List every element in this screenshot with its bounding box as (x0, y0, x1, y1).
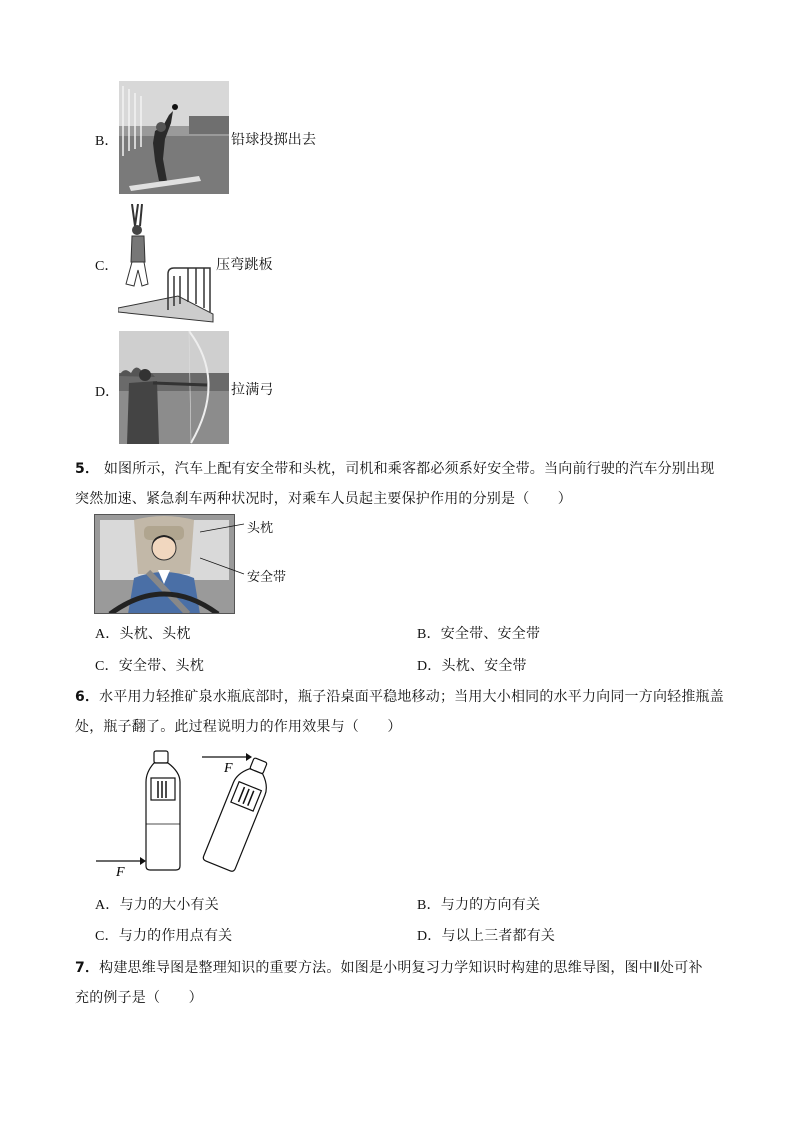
q6-option-d-letter: D． (417, 929, 442, 944)
q5-option-a (95, 623, 191, 643)
q6-option-d-text: 与以上三者都有关 (441, 928, 556, 944)
q5-option-b-text: 安全带、安全带 (440, 626, 541, 642)
option-b-letter: B． (95, 134, 119, 149)
q6-line1 (75, 686, 724, 706)
q5-option-a-letter: A． (95, 627, 120, 642)
q6-number: 6． (75, 689, 100, 705)
q7-number: 7． (75, 960, 100, 976)
diving-board-illustration (118, 204, 214, 324)
q7-text-line1: 构建思维导图是整理知识的重要方法。如图是小明复习力学知识时构建的思维导图，图中Ⅱ处可补 (99, 960, 703, 976)
q6-option-b-text: 与力的方向有关 (440, 897, 541, 913)
q6-option-b-letter: B． (417, 898, 441, 913)
q6-option-a-text: 与力的大小有关 (119, 897, 219, 913)
q5-option-b (417, 623, 540, 643)
headrest-label: 头枕 (247, 521, 274, 536)
q5-option-c (95, 655, 204, 675)
q6-option-a-letter: A． (95, 898, 120, 913)
tilted-bottle (202, 754, 276, 872)
car-callout-lines (200, 518, 246, 580)
q6-option-c-text: 与力的作用点有关 (118, 928, 233, 944)
upright-bottle (146, 751, 180, 870)
top-force-arrow (202, 753, 252, 761)
bottom-force-arrow (96, 857, 146, 865)
option-d-letter: D． (95, 385, 120, 400)
q6-text-line2: 处，瓶子翻了。此过程说明力的作用效果与（ ） (75, 719, 402, 735)
q5-option-d (417, 655, 527, 675)
q7-line1 (75, 957, 703, 977)
option-d-text: 拉满弓 (231, 382, 274, 398)
q6-text-line1: 水平用力轻推矿泉水瓶底部时，瓶子沿桌面平稳地移动；当用大小相同的水平力向同一方向轻推瓶盖 (99, 689, 724, 705)
bottle-push-diagram (94, 748, 284, 880)
q5-number: 5． (75, 461, 100, 477)
q5-option-a-text: 头枕、头枕 (119, 626, 191, 642)
q7-text-line2: 充的例子是（ ） (75, 990, 203, 1006)
q6-option-c (95, 925, 232, 945)
bottom-force-label: F (116, 865, 125, 880)
seatbelt-label: 安全带 (247, 570, 287, 585)
option-b-text: 铅球投掷出去 (231, 132, 317, 148)
q6-option-c-letter: C． (95, 929, 119, 944)
q5-text-line1: 如图所示，汽车上配有安全带和头枕，司机和乘客都必须系好安全带。当向前行驶的汽车分别出现 (103, 461, 715, 477)
q5-line1 (75, 458, 714, 478)
q6-option-b (417, 894, 540, 914)
option-c-letter: C． (95, 259, 119, 274)
q6-option-a (95, 894, 219, 914)
q5-option-c-letter: C． (95, 659, 119, 674)
option-c-text: 压弯跳板 (216, 257, 273, 273)
q5-text-line2: 突然加速、紧急刹车两种状况时，对乘车人员起主要保护作用的分别是（ ） (75, 491, 572, 507)
top-force-label: F (224, 761, 233, 776)
q6-option-d (417, 925, 555, 945)
archery-photo (119, 331, 229, 444)
shot-put-photo (119, 81, 229, 194)
q5-option-c-text: 安全带、头枕 (118, 658, 204, 674)
q5-option-b-letter: B． (417, 627, 441, 642)
q5-option-d-text: 头枕、安全带 (441, 658, 527, 674)
q5-option-d-letter: D． (417, 659, 442, 674)
